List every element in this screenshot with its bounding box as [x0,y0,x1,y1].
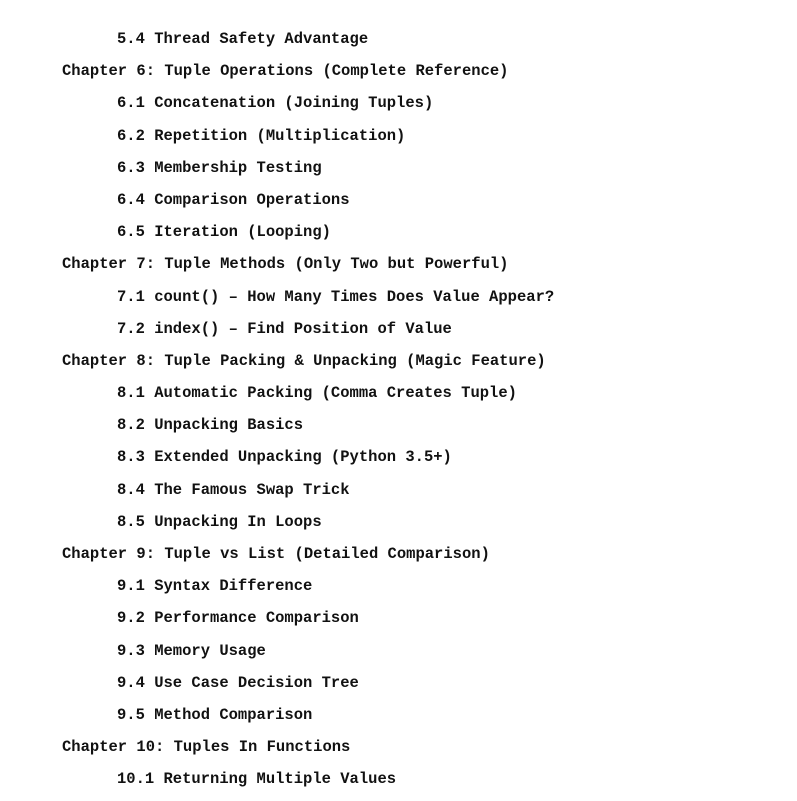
toc-chapter-6[interactable]: Chapter 6: Tuple Operations (Complete Reference) [62,62,509,81]
toc-section-8-5[interactable]: 8.5 Unpacking In Loops [117,512,322,531]
toc-section-8-2[interactable]: 8.2 Unpacking Basics [117,416,304,435]
toc-section-10-1[interactable]: 10.1 Returning Multiple Values [117,770,397,789]
toc-section-9-3[interactable]: 9.3 Memory Usage [117,641,266,660]
toc-section-6-4[interactable]: 6.4 Comparison Operations [117,190,350,209]
toc-section-8-3[interactable]: 8.3 Extended Unpacking (Python 3.5+) [117,448,452,467]
toc-chapter-7[interactable]: Chapter 7: Tuple Methods (Only Two but Powerful) [62,255,509,274]
toc-section-6-2[interactable]: 6.2 Repetition (Multiplication) [117,126,406,145]
toc-section-9-2[interactable]: 9.2 Performance Comparison [117,609,359,628]
toc-section-8-1[interactable]: 8.1 Automatic Packing (Comma Creates Tuple) [117,384,517,403]
toc-section-9-1[interactable]: 9.1 Syntax Difference [117,577,313,596]
toc-section-7-2[interactable]: 7.2 index() – Find Position of Value [117,319,452,338]
toc-section-9-4[interactable]: 9.4 Use Case Decision Tree [117,673,359,692]
toc-section-8-4[interactable]: 8.4 The Famous Swap Trick [117,480,350,499]
toc-section-6-3[interactable]: 6.3 Membership Testing [117,158,322,177]
toc-chapter-10[interactable]: Chapter 10: Tuples In Functions [62,738,351,757]
toc-chapter-8[interactable]: Chapter 8: Tuple Packing & Unpacking (Magic Feature) [62,351,546,370]
toc-section-7-1[interactable]: 7.1 count() – How Many Times Does Value Appear? [117,287,555,306]
table-of-contents [0,28,797,801]
toc-section-6-1[interactable]: 6.1 Concatenation (Joining Tuples) [117,94,434,113]
toc-section-6-5[interactable]: 6.5 Iteration (Looping) [117,223,331,242]
toc-section-9-5[interactable]: 9.5 Method Comparison [117,705,313,724]
toc-section-5-4[interactable]: 5.4 Thread Safety Advantage [117,30,369,48]
toc-chapter-9[interactable]: Chapter 9: Tuple vs List (Detailed Comparison) [62,545,490,563]
